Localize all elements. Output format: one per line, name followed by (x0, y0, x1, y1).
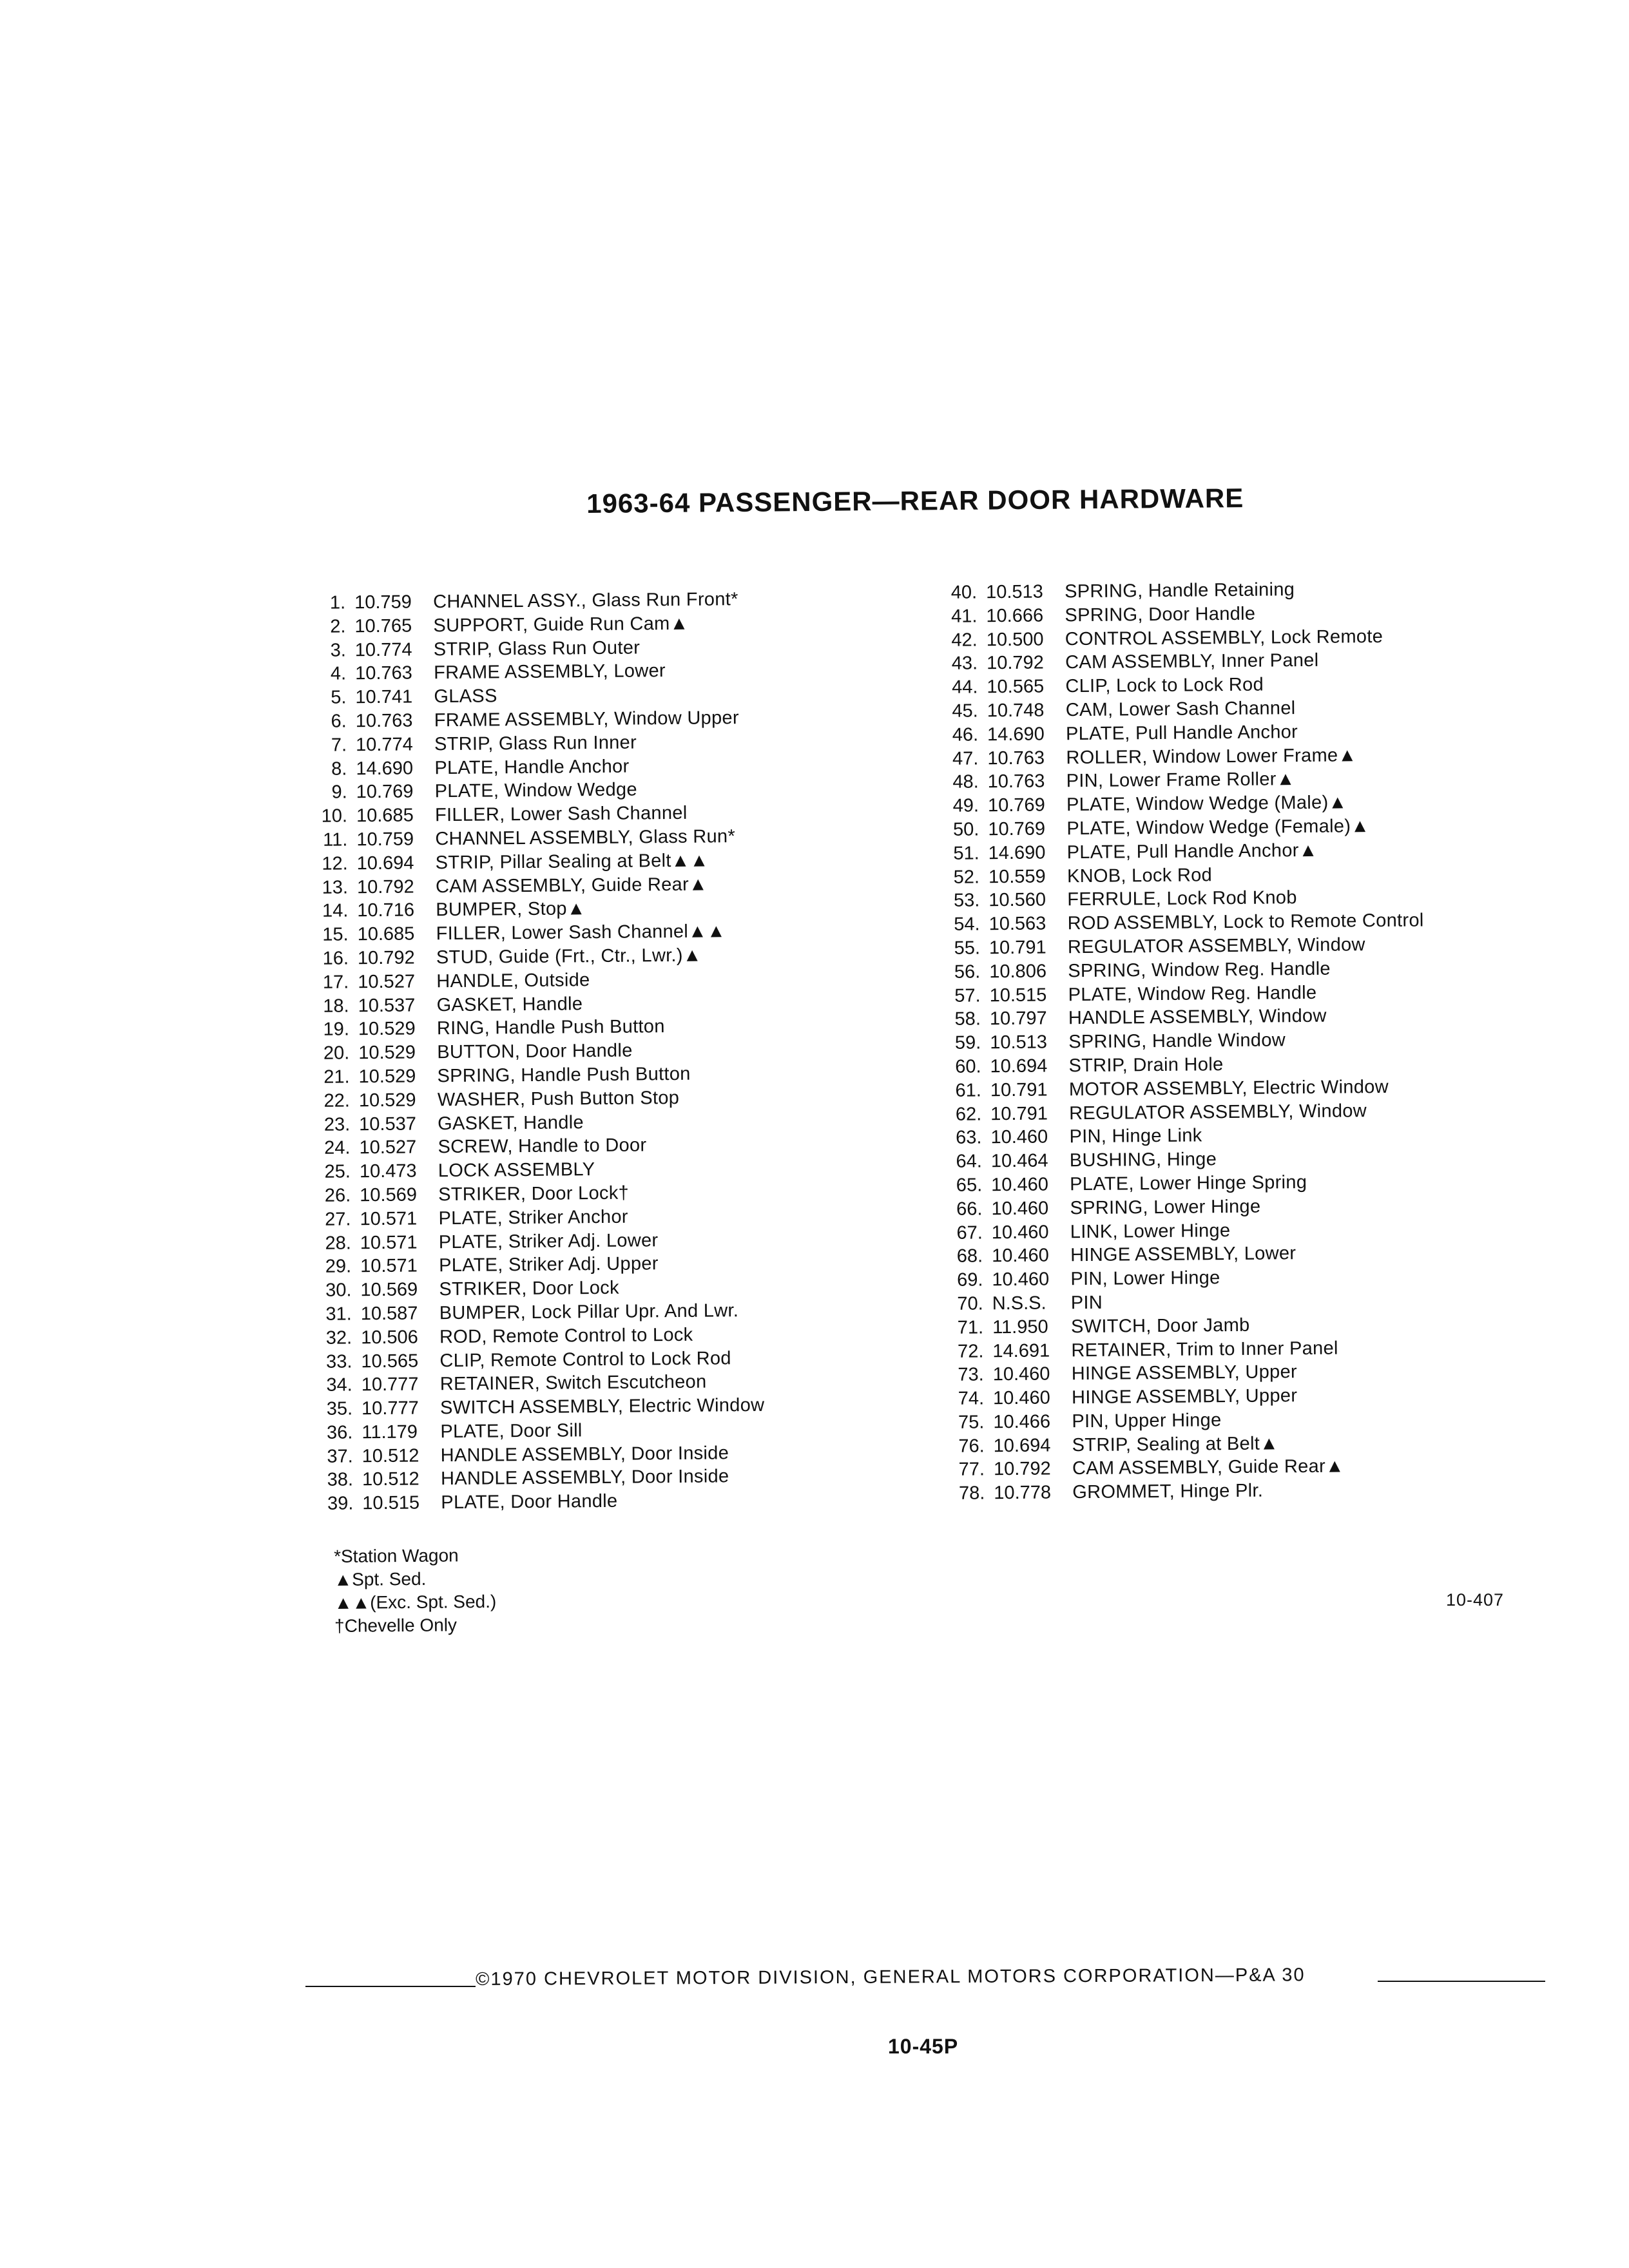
part-code: 14.690 (988, 842, 1046, 864)
part-number: 6. (331, 711, 347, 732)
part-code: 10.763 (355, 710, 413, 732)
part-description: PLATE, Window Wedge (Male)▲ (1066, 792, 1347, 816)
footer-rule-left (305, 1986, 476, 1987)
part-description: STRIP, Drain Hole (1068, 1054, 1224, 1077)
part-code: 10.748 (987, 700, 1045, 722)
part-number: 51. (953, 843, 979, 864)
part-description: CLIP, Remote Control to Lock Rod (439, 1347, 731, 1371)
part-number: 13. (322, 876, 349, 898)
part-number: 56. (954, 961, 981, 983)
part-number: 23. (323, 1113, 351, 1135)
part-description: SPRING, Lower Hinge (1070, 1196, 1261, 1218)
part-row (311, 1487, 891, 1516)
part-description: CAM ASSEMBLY, Guide Rear▲ (1072, 1456, 1345, 1479)
part-number: 41. (951, 606, 978, 627)
part-description: BUMPER, Stop▲ (436, 898, 586, 921)
part-code: 10.792 (993, 1458, 1051, 1480)
part-number: 16. (322, 948, 349, 969)
part-code: 10.571 (360, 1232, 418, 1253)
part-code: 10.537 (359, 1113, 417, 1135)
part-number: 55. (954, 937, 981, 959)
part-description: CAM ASSEMBLY, Guide Rear▲ (435, 874, 708, 897)
part-number: 43. (951, 653, 978, 675)
part-number: 70. (957, 1293, 983, 1314)
part-code: 10.774 (354, 639, 412, 660)
part-description: CONTROL ASSEMBLY, Lock Remote (1065, 626, 1383, 649)
part-description: PLATE, Striker Adj. Upper (439, 1253, 659, 1276)
part-number: 17. (322, 972, 349, 993)
part-description: SUPPORT, Guide Run Cam▲ (433, 613, 689, 637)
part-description: PLATE, Striker Adj. Lower (438, 1229, 659, 1253)
reference-number: 10-407 (1446, 1590, 1505, 1610)
part-description: SPRING, Handle Window (1068, 1030, 1286, 1053)
part-code: 10.537 (358, 995, 416, 1016)
part-description: PIN, Lower Frame Roller▲ (1066, 769, 1295, 792)
legend-item: *Station Wagon (334, 1545, 459, 1566)
part-description: PLATE, Handle Anchor (434, 756, 630, 778)
part-number: 8. (331, 758, 347, 780)
part-description: PLATE, Pull Handle Anchor▲ (1066, 840, 1318, 863)
part-code: 10.513 (990, 1032, 1048, 1053)
part-description: HANDLE ASSEMBLY, Door Inside (440, 1466, 729, 1490)
part-code: 11.950 (992, 1316, 1048, 1338)
part-number: 69. (957, 1269, 983, 1291)
part-number: 33. (325, 1350, 352, 1372)
part-code: 10.460 (992, 1363, 1050, 1385)
part-code: 10.769 (356, 781, 414, 803)
part-number: 15. (322, 924, 349, 945)
part-code: 10.460 (991, 1198, 1049, 1219)
part-description: BUTTON, Door Handle (437, 1040, 633, 1063)
part-code: 10.741 (355, 686, 413, 708)
part-number: 78. (958, 1483, 985, 1504)
part-code: 10.778 (994, 1482, 1052, 1504)
footer-rule-right (1378, 1981, 1545, 1982)
part-code: 10.587 (360, 1303, 418, 1325)
part-code: 10.515 (989, 985, 1047, 1006)
part-code: 10.529 (358, 1090, 416, 1111)
part-number: 14. (322, 900, 349, 922)
part-number: 4. (330, 663, 347, 685)
part-number: 34. (326, 1374, 352, 1396)
part-number: 12. (322, 853, 348, 874)
part-number: 54. (954, 914, 980, 935)
part-number: 40. (950, 582, 978, 603)
part-description: PIN, Upper Hinge (1072, 1410, 1222, 1432)
part-code: 10.791 (988, 937, 1046, 959)
part-code: 10.460 (992, 1387, 1050, 1409)
part-code: 10.765 (354, 615, 412, 637)
part-number: 61. (955, 1080, 982, 1101)
part-code: 10.791 (990, 1079, 1048, 1101)
part-number: 39. (327, 1493, 354, 1515)
part-code: 10.460 (992, 1269, 1050, 1291)
part-code: 10.792 (986, 652, 1044, 674)
part-description: SPRING, Window Reg. Handle (1068, 958, 1331, 981)
part-description: FERRULE, Lock Rod Knob (1067, 887, 1297, 910)
part-code: 10.529 (358, 1018, 416, 1040)
part-number: 65. (956, 1175, 983, 1196)
part-number: 26. (324, 1185, 351, 1206)
part-description: STUD, Guide (Frt., Ctr., Lwr.)▲ (436, 945, 702, 968)
part-number: 21. (323, 1066, 350, 1088)
part-description: ROD ASSEMBLY, Lock to Remote Control (1067, 910, 1424, 934)
part-code: 10.571 (360, 1255, 418, 1277)
part-description: BUMPER, Lock Pillar Upr. And Lwr. (439, 1300, 739, 1324)
legend-item: †Chevelle Only (334, 1615, 458, 1636)
legend-item: ▲▲(Exc. Spt. Sed.) (334, 1591, 497, 1613)
part-code: 10.506 (360, 1327, 418, 1348)
part-code: 10.569 (360, 1279, 418, 1301)
part-description: KNOB, Lock Rod (1066, 864, 1213, 887)
part-code: 10.759 (356, 829, 414, 850)
part-code: 10.512 (361, 1468, 419, 1490)
part-number: 42. (951, 629, 978, 651)
part-number: 1. (329, 592, 346, 613)
part-code: 10.763 (987, 771, 1045, 793)
part-number: 47. (952, 747, 979, 769)
part-description: STRIP, Pillar Sealing at Belt▲▲ (435, 850, 709, 873)
part-number: 24. (324, 1137, 351, 1159)
part-number: 3. (330, 640, 346, 661)
part-number: 37. (327, 1446, 353, 1467)
part-number: 75. (958, 1412, 985, 1433)
part-description: STRIKER, Door Lock† (438, 1182, 630, 1206)
part-number: 76. (958, 1436, 985, 1457)
part-description: ROLLER, Window Lower Frame▲ (1066, 744, 1357, 768)
part-number: 49. (952, 795, 979, 816)
part-description: GLASS (434, 686, 497, 707)
part-number: 9. (331, 782, 347, 803)
part-description: FILLER, Lower Sash Channel▲▲ (436, 921, 726, 945)
part-code: 10.791 (990, 1103, 1048, 1124)
part-description: LINK, Lower Hinge (1070, 1220, 1231, 1242)
part-number: 62. (955, 1103, 982, 1125)
part-code: 10.769 (987, 794, 1045, 816)
part-number: 48. (952, 771, 979, 793)
part-code: 10.527 (359, 1137, 417, 1158)
part-code: 14.691 (992, 1340, 1050, 1361)
part-description: CLIP, Lock to Lock Rod (1065, 674, 1264, 697)
part-description: HANDLE, Outside (436, 969, 590, 992)
part-description: BUSHING, Hinge (1069, 1149, 1217, 1171)
page-number: 10-45P (888, 2035, 959, 2058)
part-description: WASHER, Push Button Stop (437, 1087, 680, 1110)
page-title: 1963-64 PASSENGER—REAR DOOR HARDWARE (586, 483, 1244, 519)
part-code: 10.774 (355, 734, 413, 756)
part-description: STRIP, Glass Run Outer (433, 637, 641, 660)
part-description: HANDLE ASSEMBLY, Door Inside (440, 1442, 729, 1466)
part-code: 10.500 (986, 629, 1044, 650)
part-code: 10.513 (986, 581, 1043, 603)
part-number: 68. (956, 1245, 983, 1267)
part-description: PLATE, Door Sill (440, 1420, 583, 1443)
part-code: 14.690 (356, 758, 414, 779)
part-number: 25. (324, 1161, 351, 1182)
legend (334, 1544, 497, 1638)
part-code: 10.694 (993, 1435, 1051, 1456)
part-number: 59. (954, 1032, 981, 1053)
part-description: CAM, Lower Sash Channel (1065, 698, 1296, 721)
part-description: FILLER, Lower Sash Channel (434, 802, 688, 826)
part-number: 10. (321, 805, 348, 827)
part-description: SCREW, Handle to Door (438, 1135, 647, 1158)
part-number: 19. (323, 1019, 350, 1041)
part-number: 11. (323, 829, 348, 850)
part-description: STRIP, Sealing at Belt▲ (1072, 1433, 1279, 1456)
part-number: 38. (327, 1469, 354, 1491)
part-number: 30. (325, 1280, 352, 1301)
part-number: 44. (951, 677, 978, 698)
part-description: ROD, Remote Control to Lock (439, 1324, 693, 1347)
part-code: 10.460 (990, 1126, 1048, 1148)
part-number: 72. (957, 1340, 984, 1362)
part-code: 10.460 (991, 1174, 1049, 1196)
part-code: 10.792 (357, 947, 415, 969)
part-description: SPRING, Door Handle (1065, 603, 1256, 626)
part-code: 10.763 (354, 662, 412, 684)
part-description: MOTOR ASSEMBLY, Electric Window (1068, 1076, 1389, 1100)
part-code: 10.473 (359, 1160, 417, 1182)
part-description: CAM ASSEMBLY, Inner Panel (1065, 650, 1319, 673)
parts-list-right (934, 575, 1574, 1506)
part-description: GASKET, Handle (438, 1111, 584, 1134)
part-code: 10.460 (991, 1222, 1049, 1243)
part-number: 29. (325, 1256, 352, 1278)
part-code: 10.529 (358, 1066, 416, 1088)
part-code: 10.527 (358, 971, 416, 993)
parts-list-left (303, 586, 891, 1516)
part-code: 10.685 (356, 805, 414, 827)
part-number: 5. (331, 687, 347, 708)
part-description: PLATE, Door Handle (441, 1491, 618, 1514)
part-code: 10.569 (360, 1184, 418, 1206)
part-number: 57. (954, 985, 981, 1006)
part-code: 10.464 (990, 1150, 1048, 1172)
part-code: 10.694 (990, 1055, 1048, 1077)
part-code: 10.560 (988, 889, 1046, 911)
part-code: 10.806 (989, 961, 1047, 983)
part-code: 10.694 (356, 852, 414, 874)
part-description: RING, Handle Push Button (436, 1016, 665, 1039)
part-description: SPRING, Handle Push Button (437, 1063, 691, 1087)
part-number: 64. (956, 1151, 983, 1172)
part-code: 10.769 (988, 818, 1046, 840)
part-code: 11.179 (361, 1421, 418, 1443)
part-description: STRIP, Glass Run Inner (434, 732, 637, 755)
part-description: PLATE, Window Wedge (434, 779, 637, 802)
part-description: REGULATOR ASSEMBLY, Window (1069, 1100, 1367, 1124)
part-description: CHANNEL ASSEMBLY, Glass Run* (435, 826, 736, 850)
part-description: RETAINER, Trim to Inner Panel (1071, 1338, 1338, 1361)
part-description: GASKET, Handle (436, 993, 583, 1015)
part-code: 10.512 (361, 1445, 419, 1466)
part-number: 50. (952, 819, 979, 840)
part-description: HINGE ASSEMBLY, Lower (1070, 1243, 1296, 1266)
part-code: N.S.S. (992, 1293, 1046, 1314)
part-code: 10.716 (357, 899, 415, 921)
part-number: 52. (953, 866, 980, 888)
part-number: 36. (326, 1422, 353, 1443)
part-description: LOCK ASSEMBLY (438, 1159, 595, 1182)
part-description: SWITCH ASSEMBLY, Electric Window (439, 1394, 765, 1419)
part-description: PIN, Lower Hinge (1070, 1267, 1220, 1290)
part-description: FRAME ASSEMBLY, Lower (433, 660, 666, 684)
part-number: 27. (325, 1209, 351, 1230)
part-description: PIN (1070, 1292, 1103, 1314)
part-description: HANDLE ASSEMBLY, Window (1068, 1006, 1327, 1029)
part-description: PLATE, Lower Hinge Spring (1070, 1171, 1307, 1195)
legend-item: ▲Spt. Sed. (334, 1568, 427, 1590)
part-code: 10.571 (360, 1208, 418, 1229)
part-description: PLATE, Window Reg. Handle (1068, 982, 1317, 1005)
part-number: 20. (323, 1043, 350, 1064)
part-description: CHANNEL ASSY., Glass Run Front* (433, 589, 738, 613)
part-code: 10.685 (357, 923, 415, 945)
part-description: PLATE, Window Wedge (Female)▲ (1066, 816, 1370, 840)
part-number: 63. (956, 1127, 982, 1149)
part-number: 7. (331, 735, 347, 756)
part-description: SWITCH, Door Jamb (1070, 1314, 1250, 1337)
part-code: 10.666 (986, 605, 1044, 627)
part-number: 31. (325, 1303, 352, 1325)
part-number: 74. (958, 1388, 985, 1409)
part-number: 46. (952, 724, 979, 745)
part-row (942, 1477, 1574, 1506)
part-number: 71. (957, 1317, 984, 1338)
part-code: 14.690 (987, 724, 1045, 745)
part-number: 58. (954, 1008, 981, 1030)
part-number: 73. (958, 1364, 984, 1386)
part-description: HINGE ASSEMBLY, Upper (1071, 1361, 1298, 1385)
part-code: 10.466 (993, 1411, 1051, 1433)
copyright-line: ©1970 CHEVROLET MOTOR DIVISION, GENERAL MOTORS CORPORATION—P&A 30 (476, 1965, 1306, 1990)
part-number: 22. (323, 1090, 351, 1111)
part-number: 45. (952, 700, 978, 722)
part-code: 10.792 (356, 876, 414, 898)
part-number: 32. (325, 1327, 352, 1349)
part-description: HINGE ASSEMBLY, Upper (1071, 1385, 1298, 1408)
part-description: RETAINER, Switch Escutcheon (439, 1371, 707, 1395)
part-description: PLATE, Striker Anchor (438, 1206, 628, 1229)
part-number: 66. (956, 1198, 983, 1220)
part-description: GROMMET, Hinge Plr. (1072, 1480, 1264, 1503)
part-number: 35. (326, 1398, 353, 1419)
part-number: 2. (330, 616, 346, 637)
part-number: 77. (958, 1459, 985, 1481)
part-number: 18. (323, 995, 349, 1017)
part-description: STRIKER, Door Lock (439, 1277, 619, 1300)
part-code: 10.759 (354, 591, 412, 613)
part-number: 53. (953, 890, 980, 912)
part-description: SPRING, Handle Retaining (1065, 579, 1295, 602)
part-number: 28. (325, 1232, 351, 1254)
part-code: 10.763 (987, 747, 1045, 769)
part-description: PIN, Hinge Link (1069, 1125, 1202, 1148)
part-code: 10.565 (361, 1350, 419, 1372)
part-code: 10.777 (361, 1398, 419, 1419)
part-description: FRAME ASSEMBLY, Window Upper (434, 707, 739, 731)
part-code: 10.529 (358, 1042, 416, 1064)
part-code: 10.777 (361, 1374, 419, 1396)
part-code: 10.563 (988, 913, 1046, 935)
part-number: 60. (955, 1056, 981, 1077)
part-code: 10.565 (987, 676, 1045, 698)
part-code: 10.559 (988, 866, 1046, 887)
part-description: PLATE, Pull Handle Anchor (1065, 721, 1298, 745)
part-description: REGULATOR ASSEMBLY, Window (1067, 934, 1365, 958)
part-number: 67. (956, 1222, 983, 1244)
part-code: 10.797 (989, 1008, 1047, 1030)
part-code: 10.460 (992, 1245, 1049, 1267)
part-code: 10.515 (362, 1492, 420, 1514)
